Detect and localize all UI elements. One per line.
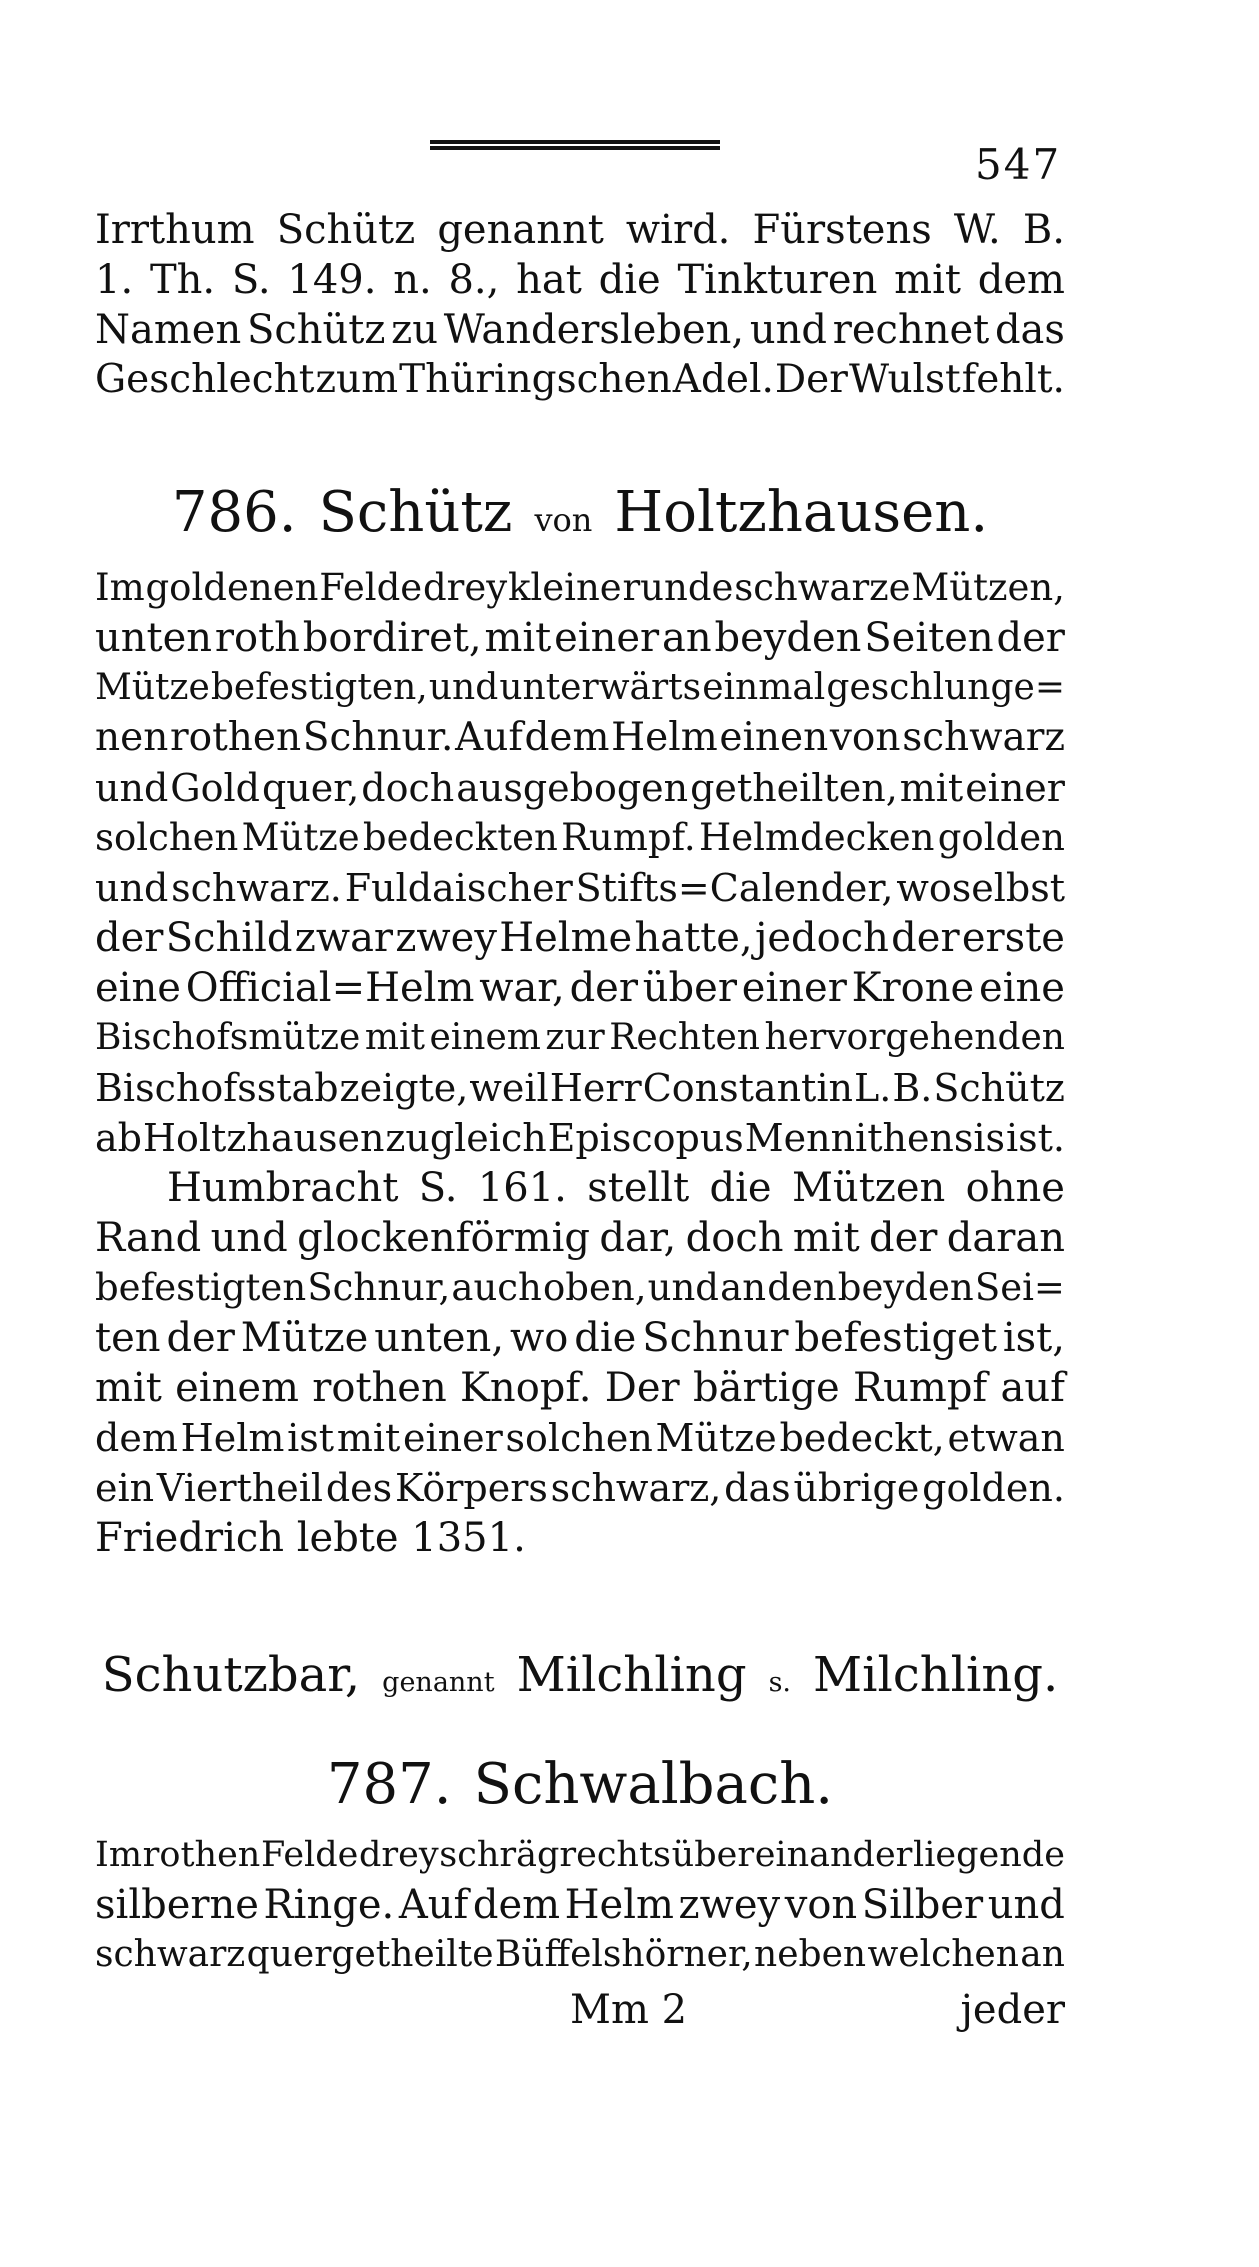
word: und: [987, 1882, 1065, 1928]
word: mit: [364, 1017, 425, 1058]
text-line: [95, 763, 1065, 813]
text-line: [95, 255, 1065, 305]
word: einem: [175, 1365, 299, 1411]
word: 8.,: [448, 257, 500, 303]
word: einem: [429, 1017, 541, 1058]
word: den: [767, 1266, 837, 1309]
cross-reference-see: s.: [768, 1667, 792, 1698]
word: Holtzhausen: [142, 1116, 385, 1160]
word: Helm: [180, 1416, 285, 1460]
text-line: [95, 813, 1065, 863]
word: und: [210, 1215, 288, 1261]
word: goldenen: [145, 566, 319, 609]
word: hat: [516, 257, 582, 303]
word: Herr: [549, 1066, 642, 1110]
section-786-heading: [95, 478, 1065, 555]
word: 161.: [477, 1165, 567, 1211]
word: der: [996, 615, 1065, 661]
word: Fürstens: [752, 207, 932, 253]
word: zum: [315, 357, 399, 402]
word: befestigten: [95, 1266, 307, 1309]
word: einer: [403, 1416, 503, 1460]
text-line: [95, 913, 1065, 963]
text-line: [95, 1113, 1065, 1163]
word: 1.: [95, 257, 134, 303]
word: rothen: [142, 1835, 261, 1875]
word: ab: [95, 1116, 142, 1160]
word: Mützen: [791, 1165, 946, 1211]
word: übrige: [793, 1466, 920, 1510]
word: Wandersleben,: [443, 307, 745, 353]
word: und: [428, 667, 499, 708]
word: und: [95, 766, 169, 810]
page-footer: [95, 1985, 1065, 2035]
word: Felde: [319, 566, 423, 609]
word: Mütze: [241, 816, 360, 859]
word: der: [95, 915, 164, 961]
word: stellt: [587, 1165, 690, 1211]
text-line: [95, 1880, 1065, 1930]
text-line: [95, 1013, 1065, 1063]
word: bedeckt,: [779, 1416, 945, 1460]
word: zeigte,: [339, 1066, 469, 1110]
word: und: [95, 866, 169, 910]
word: solchen: [505, 1416, 653, 1460]
text-line: [95, 1830, 1065, 1880]
page-number: 547: [975, 140, 1062, 189]
word: mit: [95, 1365, 162, 1411]
word: ist.: [1005, 1116, 1065, 1160]
word: oben,: [543, 1266, 647, 1309]
word: daran: [946, 1215, 1065, 1261]
word: Schütz: [276, 207, 416, 253]
word: Auf: [455, 715, 523, 760]
word: 149.: [287, 257, 377, 303]
word: Schnur.: [302, 715, 454, 760]
word: befestigten,: [210, 667, 428, 708]
word: geschlunge=: [826, 667, 1065, 708]
word: fehlt.: [961, 357, 1065, 402]
word: ausgebogen: [456, 766, 689, 810]
word: neben: [754, 1934, 867, 1975]
word: dem: [95, 1416, 178, 1460]
word: drey: [359, 1835, 439, 1875]
word: Büffelshörner,: [494, 1934, 753, 1975]
word: einmal: [702, 667, 826, 708]
word: einer: [554, 615, 660, 661]
word: S.: [418, 1165, 458, 1211]
text-line: [95, 305, 1065, 355]
word: Der: [604, 1365, 680, 1411]
text-line: [95, 1463, 1065, 1513]
word: schwarz.: [171, 866, 342, 910]
text-line: [95, 1213, 1065, 1263]
word: welchen: [867, 1934, 1019, 1975]
word: Namen: [95, 307, 242, 353]
header-rule: [430, 140, 720, 150]
word: mit: [484, 615, 552, 661]
word: W.: [953, 207, 1001, 253]
word: Helm: [564, 1882, 674, 1928]
word: wird.: [625, 207, 731, 253]
word: ein: [95, 1466, 155, 1510]
word: Schütz: [933, 1066, 1065, 1110]
word: ten: [95, 1315, 161, 1361]
word: der: [891, 915, 960, 961]
word: Schnur: [642, 1315, 789, 1361]
word: Irrthum: [95, 207, 255, 253]
word: das: [994, 307, 1065, 353]
word: ohne: [965, 1165, 1065, 1211]
word: des: [325, 1466, 393, 1510]
word: Fuldaischer: [344, 866, 573, 910]
word: einander: [754, 1835, 913, 1875]
word: Th.: [149, 257, 216, 303]
text-line: [95, 1163, 1065, 1213]
word: L.: [853, 1066, 892, 1110]
word: Rumpf: [853, 1365, 988, 1411]
word: einer: [965, 766, 1065, 810]
word: Bischofsmütze: [95, 1017, 361, 1058]
word: ist,: [1002, 1315, 1065, 1361]
section-787-heading: [95, 1750, 1065, 1820]
word: der: [869, 1215, 938, 1261]
word: nen: [95, 715, 169, 760]
section-name-connector: von: [534, 501, 593, 539]
word: Gold: [170, 766, 260, 810]
word: quergetheilte: [246, 1934, 494, 1975]
word: Humbracht: [167, 1165, 399, 1211]
word: Helmdecken: [698, 816, 935, 859]
cross-reference-heading: [95, 1640, 1065, 1718]
intro-paragraph: [95, 205, 1065, 405]
word: getheilten,: [690, 766, 898, 810]
word: hervorgehenden: [764, 1017, 1065, 1058]
word: erste: [961, 915, 1065, 961]
word: liegende: [913, 1835, 1065, 1875]
word: ist: [287, 1416, 335, 1460]
word: Tinkturen: [677, 257, 878, 303]
word: unten,: [374, 1315, 505, 1361]
word: von: [829, 715, 901, 760]
word: drey: [423, 566, 508, 609]
word: rothen: [312, 1365, 447, 1411]
word: dem: [977, 257, 1065, 303]
word: unten: [95, 615, 213, 661]
word: Wulst: [848, 357, 961, 402]
word: Mütze: [95, 667, 210, 708]
word: Geschlecht: [95, 357, 315, 402]
word: roth: [214, 615, 300, 661]
word: Constantin: [642, 1066, 853, 1110]
word: Rechten: [609, 1017, 760, 1058]
text-line: [95, 1930, 1065, 1980]
word: etwan: [947, 1416, 1065, 1460]
word: eine: [95, 965, 181, 1011]
word: solchen: [95, 816, 239, 859]
text-line: [95, 663, 1065, 713]
word: B.: [892, 1066, 933, 1110]
section-name: Schwalbach.: [473, 1752, 834, 1817]
cross-reference-alias: Milchling: [516, 1647, 747, 1703]
text-line: [95, 713, 1065, 763]
word: Official=Helm: [185, 965, 475, 1011]
section-786-paragraph-1: [95, 563, 1065, 1163]
word: Mützen,: [911, 566, 1065, 609]
word: der: [569, 965, 638, 1011]
text-line: [95, 205, 1065, 255]
text-line: [95, 1313, 1065, 1363]
word: eine: [979, 965, 1065, 1011]
word: doch: [685, 1215, 784, 1261]
word: beyden: [837, 1266, 974, 1309]
word: einer: [741, 965, 847, 1011]
word: doch: [361, 766, 455, 810]
word: die: [709, 1165, 772, 1211]
word: Knopf.: [460, 1365, 592, 1411]
word: zwar: [294, 915, 394, 961]
word: befestiget: [794, 1315, 997, 1361]
section-787-paragraph-1: [95, 1830, 1065, 1980]
section-number: 787.: [326, 1752, 452, 1817]
word: woselbst: [896, 866, 1065, 910]
word: Silber: [861, 1882, 984, 1928]
text-line: [95, 1263, 1065, 1313]
word: die: [598, 257, 661, 303]
word: zu: [391, 307, 439, 353]
word: rothen: [169, 715, 302, 760]
word: Thüringschen: [399, 357, 672, 402]
section-number: 786.: [171, 480, 297, 545]
word: Der: [774, 357, 848, 402]
text-line: [95, 1063, 1065, 1113]
word: Auf: [398, 1882, 469, 1928]
word: golden.: [922, 1466, 1065, 1510]
word: schrägrechts: [439, 1835, 672, 1875]
word: Helme: [499, 915, 633, 961]
word: Rand: [95, 1215, 202, 1261]
word: dem: [524, 715, 610, 760]
word: mit: [894, 257, 961, 303]
word: bordiret,: [302, 615, 482, 661]
text-line: [95, 1363, 1065, 1413]
word: mit: [792, 1215, 860, 1261]
word: B.: [1022, 207, 1065, 253]
word: mit: [899, 766, 964, 810]
word: zugleich: [385, 1116, 547, 1160]
word: Episcopus: [547, 1116, 744, 1160]
text-line: Friedrich lebte 1351.: [95, 1515, 526, 1561]
word: Rumpf.: [561, 816, 696, 859]
word: S.: [231, 257, 271, 303]
word: golden: [937, 816, 1065, 859]
word: der: [166, 1315, 235, 1361]
word: schwarz: [95, 1934, 246, 1975]
word: kleine: [507, 566, 622, 609]
word: einen: [719, 715, 829, 760]
section-name-part2: Holtzhausen.: [614, 480, 989, 545]
word: über: [642, 965, 737, 1011]
word: Seiten: [864, 615, 994, 661]
word: Mütze: [655, 1416, 777, 1460]
text-line: [95, 963, 1065, 1013]
text-line: [95, 563, 1065, 613]
word: Mütze: [240, 1315, 369, 1361]
cross-reference-connector: genannt: [382, 1667, 495, 1698]
word: beyden: [714, 615, 862, 661]
word: zwey: [678, 1882, 781, 1928]
text-line: [95, 613, 1065, 663]
word: über: [671, 1835, 755, 1875]
word: bärtige: [692, 1365, 840, 1411]
word: wo: [509, 1315, 569, 1361]
word: Schild: [165, 915, 293, 961]
word: Mennithensis: [744, 1116, 1006, 1160]
word: das: [724, 1466, 791, 1510]
word: war,: [479, 965, 565, 1011]
word: auf: [1000, 1365, 1065, 1411]
word: Sei=: [974, 1266, 1065, 1309]
word: und: [647, 1266, 719, 1309]
text-line: [95, 863, 1065, 913]
catchword: jeder: [960, 1987, 1065, 2033]
word: Schnur,: [307, 1266, 451, 1309]
word: Stifts=Calender,: [575, 866, 894, 910]
word: Im: [95, 1835, 143, 1875]
word: schwarze: [734, 566, 911, 609]
word: glockenförmig: [297, 1215, 590, 1261]
word: schwarz,: [550, 1466, 722, 1510]
word: Krone: [851, 965, 975, 1011]
word: Helm: [611, 715, 718, 760]
word: runde: [622, 566, 734, 609]
word: zwey: [395, 915, 497, 961]
word: rechnet: [832, 307, 990, 353]
cross-reference-target: Milchling.: [813, 1647, 1059, 1703]
word: dar,: [599, 1215, 677, 1261]
word: Im: [95, 566, 145, 609]
word: zur: [545, 1017, 605, 1058]
word: quer,: [261, 766, 360, 810]
word: auch: [451, 1266, 542, 1309]
word: dem: [472, 1882, 561, 1928]
word: Felde: [260, 1835, 359, 1875]
word: und: [749, 307, 828, 353]
signature-mark: Mm 2: [570, 1987, 688, 2033]
text-line: [95, 1413, 1065, 1463]
word: Adel.: [672, 357, 774, 402]
word: n.: [393, 257, 432, 303]
word: an: [720, 1266, 767, 1309]
word: an: [1020, 1934, 1065, 1975]
word: von: [784, 1882, 858, 1928]
word: Bischofsstab: [95, 1066, 339, 1110]
word: Körpers: [394, 1466, 548, 1510]
word: mit: [336, 1416, 401, 1460]
word: unterwärts: [499, 667, 702, 708]
word: bedeckten: [362, 816, 558, 859]
word: Schütz: [246, 307, 386, 353]
word: genannt: [437, 207, 604, 253]
word: an: [662, 615, 712, 661]
word: jedoch: [754, 915, 889, 961]
text-line: [95, 355, 1065, 405]
section-name-part1: Schütz: [318, 480, 513, 545]
word: die: [574, 1315, 637, 1361]
word: weil: [469, 1066, 549, 1110]
word: hatte,: [634, 915, 753, 961]
section-786-paragraph-2: [95, 1163, 1065, 1563]
word: Ringe.: [263, 1882, 395, 1928]
word: silberne: [95, 1882, 259, 1928]
word: schwarz: [902, 715, 1065, 760]
word: Viertheil: [156, 1466, 324, 1510]
cross-reference-name: Schutzbar,: [101, 1647, 361, 1703]
